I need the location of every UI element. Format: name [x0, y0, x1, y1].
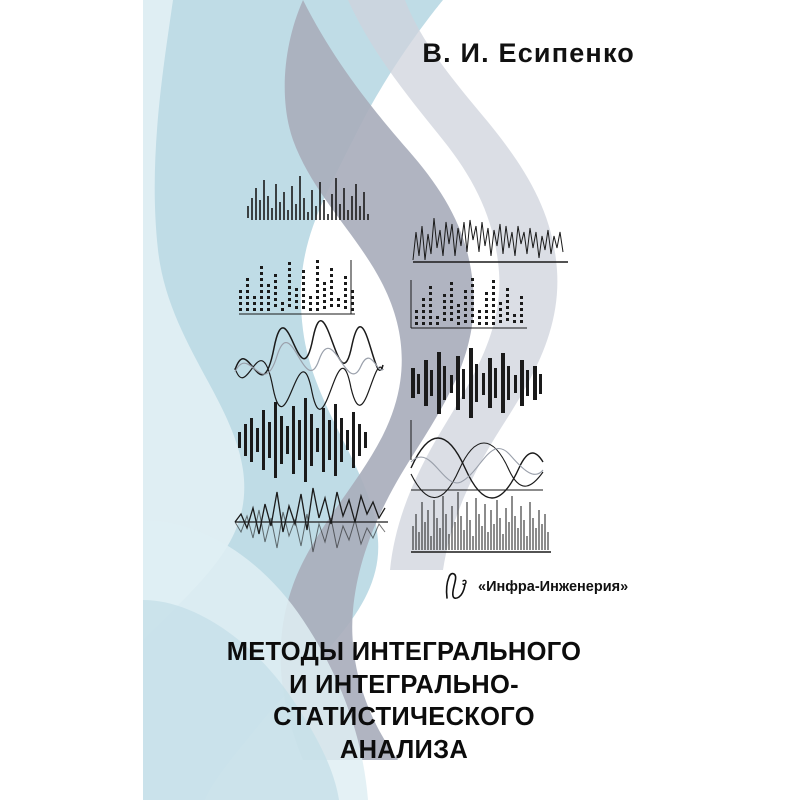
title-line-2: И ИНТЕГРАЛЬНО- — [289, 670, 519, 699]
noisy-waveform-top-right — [413, 218, 568, 262]
multi-sine-curves-right — [411, 420, 543, 498]
dense-noise-block-right — [411, 492, 551, 552]
dotted-bar-chart-right — [411, 278, 527, 328]
publisher-logo-icon — [443, 572, 469, 602]
spectrum-bars-top-left — [248, 176, 368, 220]
book-cover — [143, 0, 657, 800]
sine-wave-overlay-left — [235, 321, 383, 409]
zigzag-waveform-left — [235, 488, 388, 552]
title-line-4: АНАЛИЗА — [339, 735, 469, 764]
book-title — [173, 636, 635, 767]
signal-illustrations — [143, 170, 657, 570]
publisher-block — [443, 572, 628, 602]
cover-graphics — [143, 170, 657, 570]
dotted-block-pattern-right — [411, 348, 542, 418]
dotted-bar-chart-left — [239, 260, 355, 314]
author-name: В. И. Есипенко — [422, 38, 635, 68]
title-line-1: МЕТОДЫ ИНТЕГРАЛЬНОГО — [226, 638, 582, 666]
publisher-name: «Инфра-Инженерия» — [478, 579, 629, 595]
title-line-3: СТАТИСТИЧЕСКОГО — [273, 703, 535, 732]
dot-matrix-envelope-left — [238, 398, 367, 482]
